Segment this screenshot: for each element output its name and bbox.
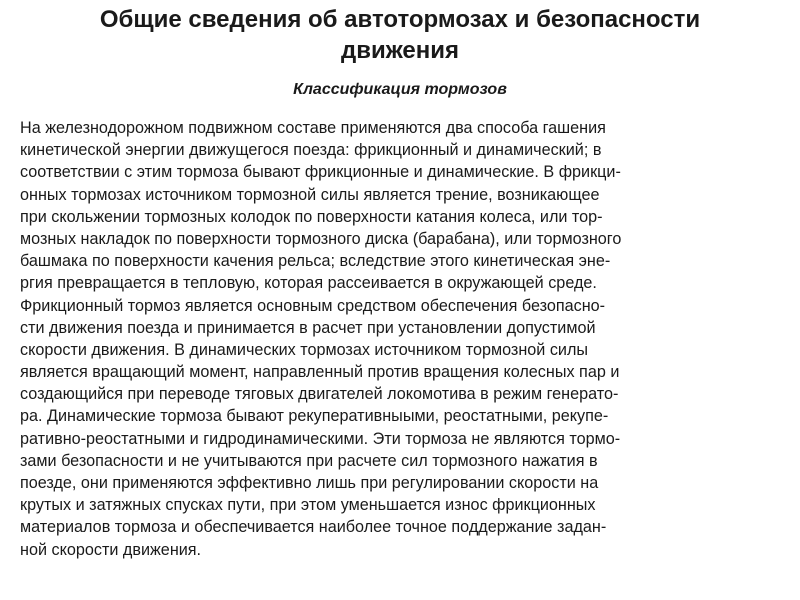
body-line: скорости движения. В динамических тормозах источником тормозной силы bbox=[20, 340, 589, 359]
body-line: материалов тормоза и обеспечивается наиболее точное поддержание задан- bbox=[20, 518, 607, 537]
body-line: при скольжении тормозных колодок по поверхности катания колеса, или тор- bbox=[20, 207, 603, 226]
body-line: ративно-реостатными и гидродинамическими. Эти тормоза не являются тормо- bbox=[20, 429, 621, 448]
body-line: сти движения поезда и принимается в расчет при установлении допустимой bbox=[20, 318, 596, 337]
section-subtitle: Классификация тормозов bbox=[293, 81, 507, 98]
body-line: Фрикционный тормоз является основным средством обеспечения безопасно- bbox=[20, 296, 606, 315]
slide-title bbox=[40, 4, 760, 66]
body-line: ра. Динамические тормоза бывают рекуперативныыми, реостатными, рекупе- bbox=[20, 407, 609, 426]
body-line: крутых и затяжных спусках пути, при этом уменьшается износ фрикционных bbox=[20, 496, 596, 515]
body-text bbox=[20, 117, 782, 561]
slide-title-line-2: движения bbox=[340, 37, 460, 64]
body-line: поезде, они применяются эффективно лишь при регулировании скорости на bbox=[20, 474, 599, 492]
body-line: мозных накладок по поверхности тормозного диска (барабана), или тормозного bbox=[20, 229, 622, 248]
body-line: На железнодорожном подвижном составе применяются два способа гашения bbox=[20, 119, 606, 137]
body-line: башмака по поверхности качения рельса; вследствие этого кинетическая эне- bbox=[20, 252, 611, 271]
body-line: зами безопасности и не учитываются при расчете сил тормозного нажатия в bbox=[20, 451, 598, 470]
body-line: является вращающий момент, направленный против вращения колесных пар и bbox=[20, 363, 620, 382]
body-line: ргия превращается в тепловую, которая рассеивается в окружающей среде. bbox=[20, 274, 597, 293]
body-line: соответствии с этим тормоза бывают фрикционные и динамические. В фрикци- bbox=[20, 163, 621, 182]
body-line: создающийся при переводе тяговых двигателей локомотива в режим генерато- bbox=[20, 385, 619, 404]
body-line: ной скорости движения. bbox=[20, 540, 202, 559]
body-line: кинетической энергии движущегося поезда: фрикционный и динамический; в bbox=[20, 141, 602, 160]
body-line: онных тормозах источником тормозной силы является трение, возникающее bbox=[20, 185, 600, 204]
slide-title-line-1: Общие сведения об автотормозах и безопасности bbox=[99, 6, 701, 33]
